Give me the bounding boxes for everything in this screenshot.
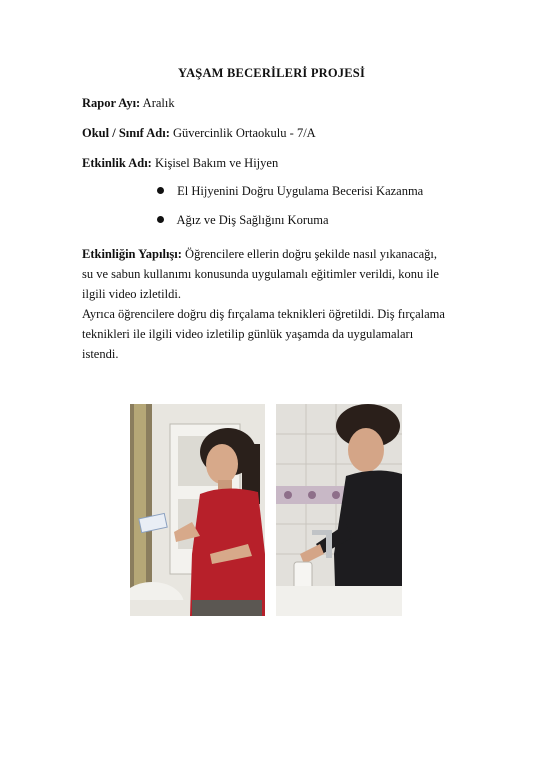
page-title: YAŞAM BECERİLERİ PROJESİ	[177, 66, 366, 80]
procedure-line-6: istendi.	[82, 347, 119, 361]
procedure-line-4: Ayrıca öğrencilere doğru diş fırçalama teknikleri öğretildi. Diş fırçalama	[82, 307, 445, 321]
bullet-item	[157, 213, 329, 228]
procedure-label: Etkinliğin Yapılışı:	[82, 247, 182, 261]
procedure-paragraph	[82, 244, 472, 364]
activity-value: Kişisel Bakım ve Hijyen	[154, 156, 279, 170]
procedure-line-5: teknikleri ile ilgili video izletilip günlük yaşamda da uygulamaları	[82, 327, 414, 341]
procedure-line-1: Öğrencilere ellerin doğru şekilde nasıl yıkanacağı,	[185, 247, 438, 261]
report-month-label: Rapor Ayı:	[82, 96, 141, 110]
procedure-line-2: su ve sabun kullanımı konusunda uygulamalı eğitimler verildi, konu ile	[82, 267, 439, 281]
bullet-dot-icon	[157, 216, 164, 223]
bullet-text: Ağız ve Diş Sağlığını Koruma	[176, 213, 329, 227]
activity-label: Etkinlik Adı:	[82, 156, 152, 170]
school-value: Güvercinlik Ortaokulu - 7/A	[173, 126, 316, 140]
school-line	[82, 126, 316, 141]
student-handwash-photo	[276, 404, 402, 616]
bullet-item	[157, 184, 423, 199]
procedure-line-3: ilgili video izletildi.	[82, 287, 181, 301]
bullet-dot-icon	[157, 187, 164, 194]
school-label: Okul / Sınıf Adı:	[82, 126, 170, 140]
activity-line	[82, 156, 278, 171]
report-month-value: Aralık	[142, 96, 175, 110]
report-month-line	[82, 96, 175, 111]
bullet-text: El Hijyenini Doğru Uygulama Becerisi Kazanma	[177, 184, 424, 198]
student-toothbrush-photo	[130, 404, 265, 616]
